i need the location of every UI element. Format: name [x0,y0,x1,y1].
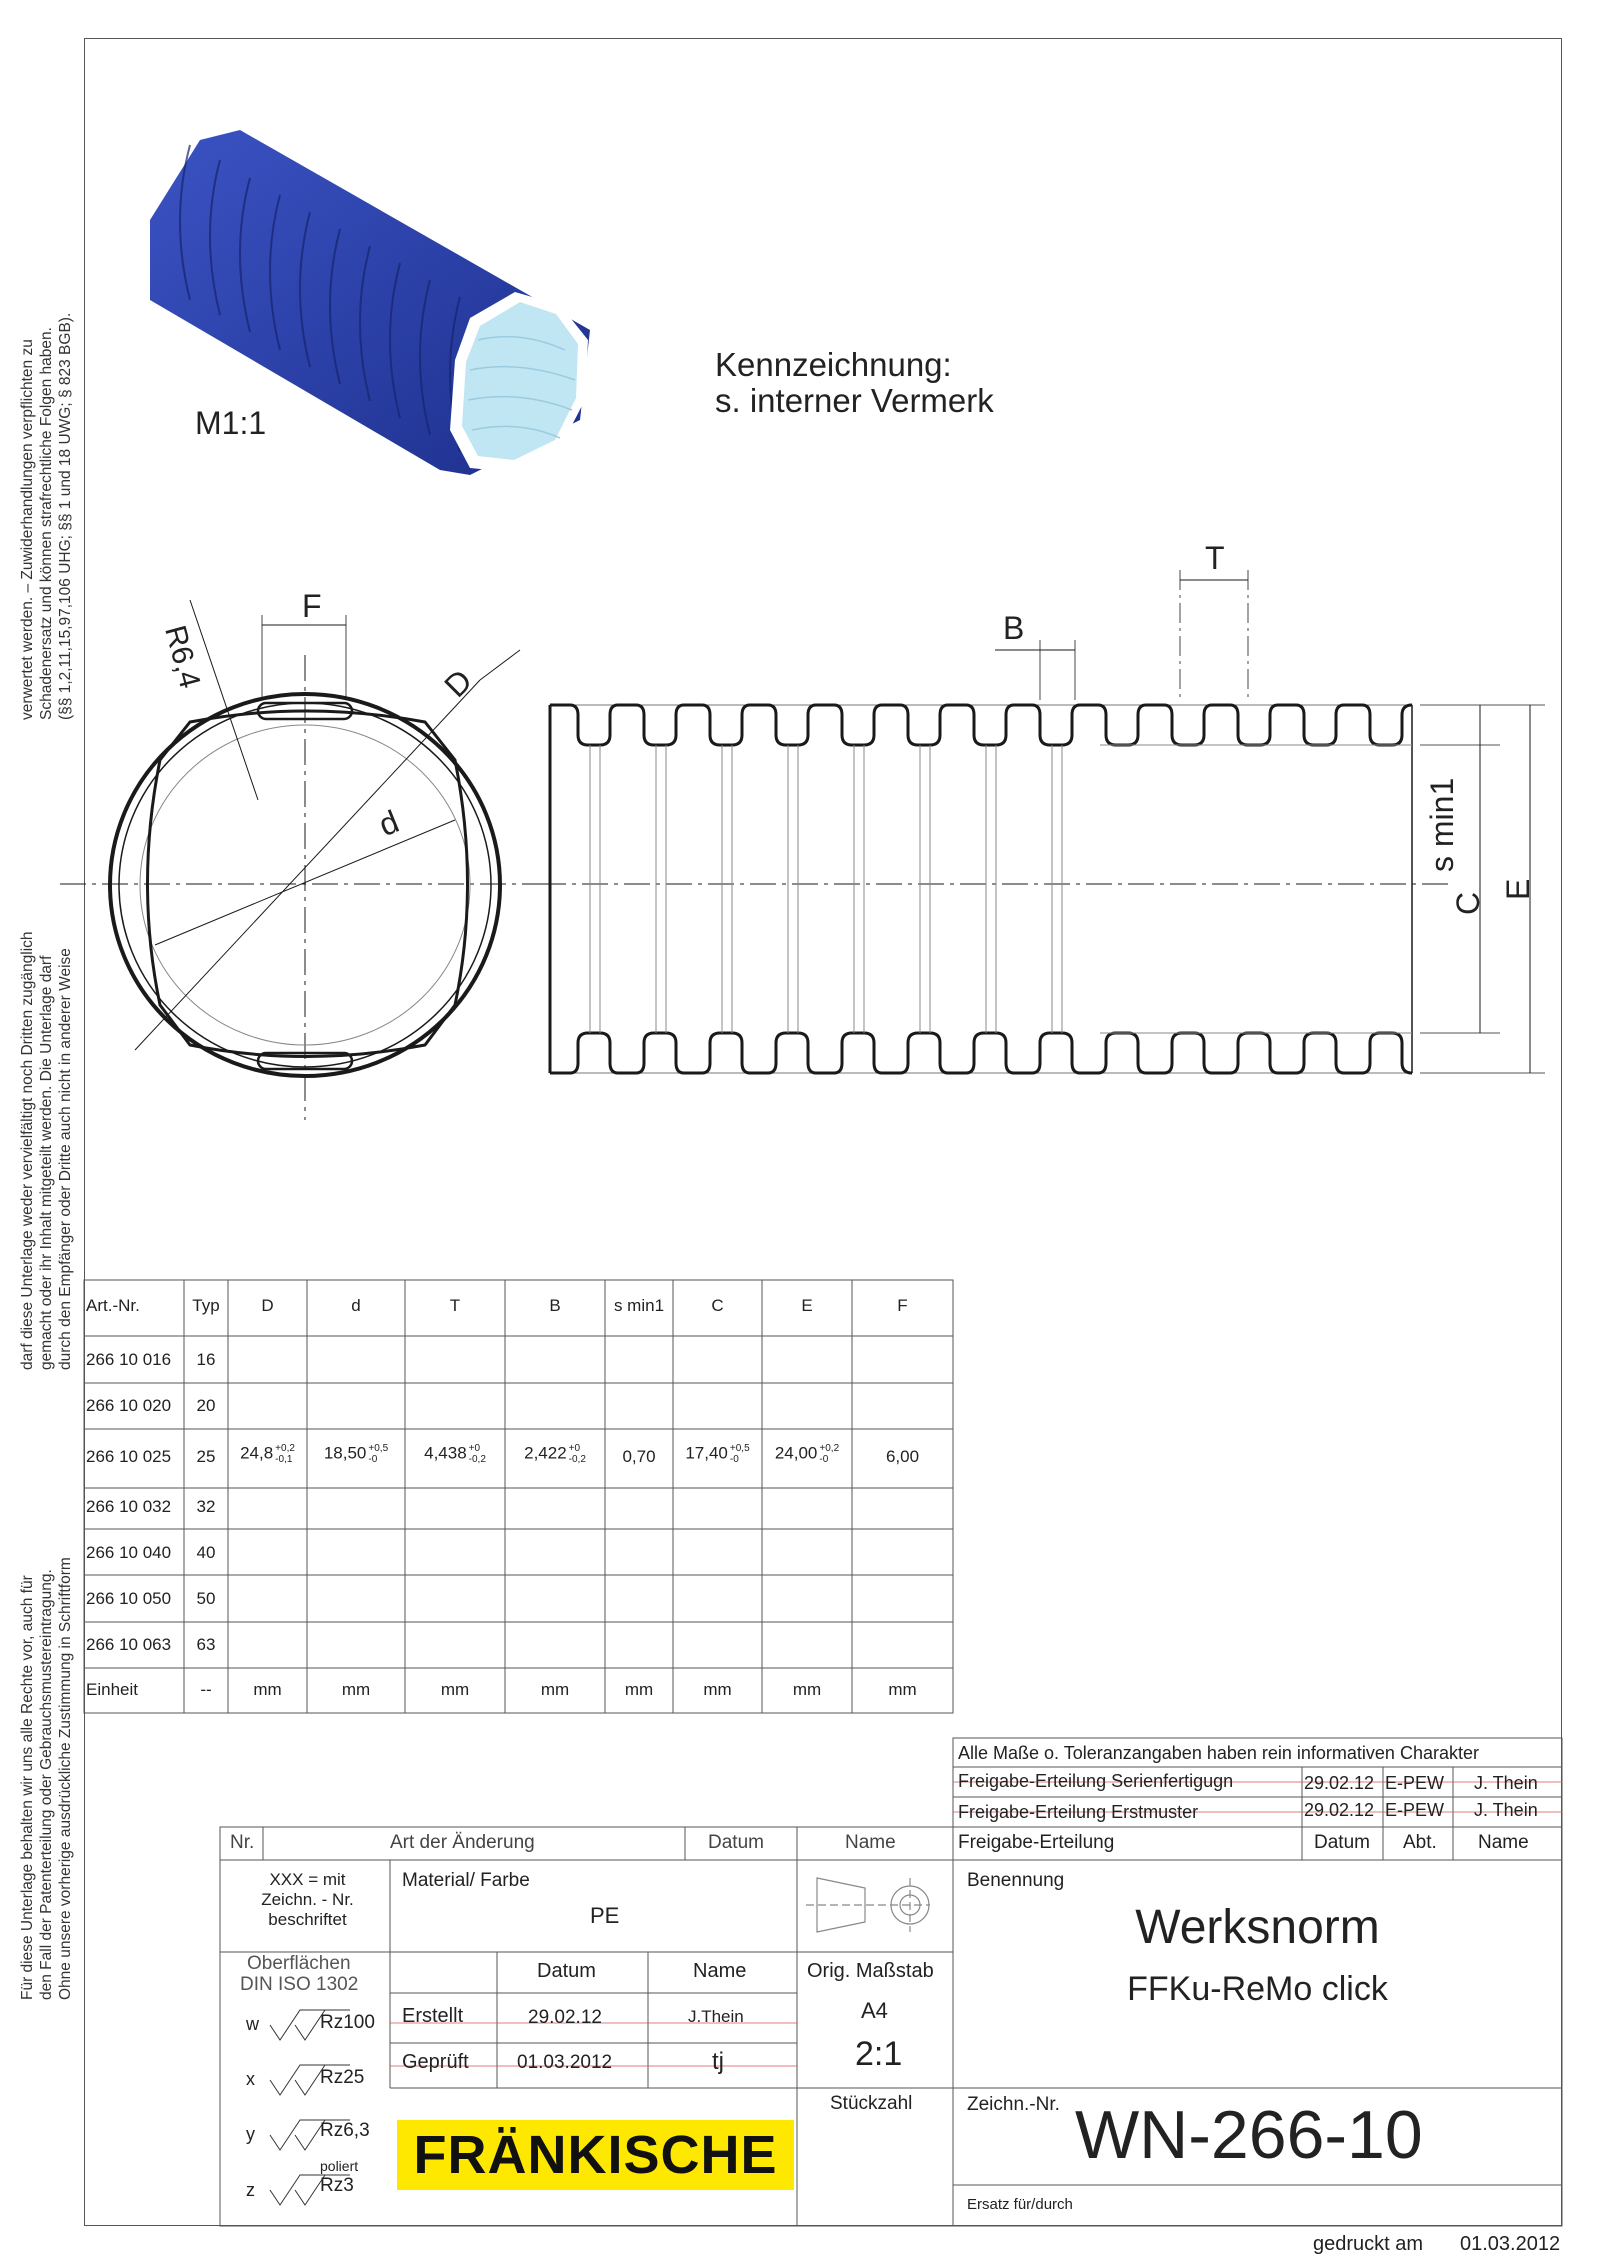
surface-sym-x: x [246,2069,255,2089]
dim-B-label: B [1003,610,1025,646]
date-header: Datum [537,1960,596,1982]
release-series-label: Freigabe-Erteilung Serienfertigugn [958,1771,1234,1791]
doc-subtitle: FFKu-ReMo click [1127,1970,1388,2008]
created-label: Erstellt [402,2005,464,2027]
release-header-dept: Abt. [1403,1832,1437,1853]
th-d: d [351,1296,361,1315]
marking-line1: Kennzeichnung: [715,346,952,383]
xxx-note [230,1870,385,1930]
row-art: 266 10 032 [86,1497,172,1516]
dim-T-label: T [1205,540,1225,576]
change-art-header: Art der Änderung [390,1832,535,1853]
change-name-header: Name [845,1832,896,1853]
tol-lower: -0 [729,1454,739,1465]
material-value: PE [590,1903,620,1928]
unit-cell: mm [888,1680,917,1699]
th-C: C [711,1296,724,1315]
xxx-line: Zeichn. - Nr. [261,1890,354,1909]
dim-E-label: E [1500,878,1536,900]
legal-line: Für diese Unterlage behalten wir uns alle Rechte vor, auch für [19,1575,36,2000]
release-sample-dept: E-PEW [1385,1800,1445,1820]
unit-cell: mm [792,1680,822,1699]
benennung-label: Benennung [967,1870,1065,1891]
material-label: Material/ Farbe [402,1870,530,1891]
legal-line: verwertet werden. – Zuwiderhandlungen verpflichten zu [19,339,36,720]
surface-val-z: Rz3 [320,2175,354,2196]
release-series-name: J. Thein [1474,1773,1538,1793]
th-D: D [261,1296,274,1315]
printed-label: gedruckt am [1313,2233,1424,2255]
tol-upper: +0,2 [819,1443,840,1454]
projection-symbol [806,1878,930,1932]
longitudinal-view [540,570,1545,1073]
checked-label: Geprüft [402,2051,469,2073]
tol-lower: -0,2 [568,1454,586,1465]
dim-D-label: D [437,662,480,705]
change-nr-header: Nr. [230,1832,255,1853]
value: 18,50 [323,1443,367,1463]
scale-label: M1:1 [195,405,267,441]
th-typ: Typ [192,1296,220,1315]
created-name: J.Thein [688,2007,744,2026]
value: 4,438 [424,1443,467,1463]
unit-cell: mm [703,1680,732,1699]
row-art: 266 10 025 [86,1447,172,1466]
tol-upper: +0,5 [368,1443,389,1454]
row-typ: 32 [196,1497,216,1516]
checked-date: 01.03.2012 [517,2052,613,2073]
created-date: 29.02.12 [528,2007,602,2028]
row-art: 266 10 016 [86,1350,172,1369]
row-art: 266 10 020 [86,1396,172,1415]
row-typ: 63 [196,1635,216,1654]
row-art: 266 10 040 [86,1543,172,1562]
th-F: F [897,1296,908,1315]
tol-upper: +0,2 [275,1443,295,1454]
legal-line: gemacht oder ihr Inhalt mitgeteilt werden. Die Unterlage darf [38,955,55,1370]
row-art: 266 10 050 [86,1589,172,1608]
row-typ: 40 [196,1543,216,1562]
surface-extra-z: poliert [320,2158,359,2174]
cell-F: 6,00 [885,1447,920,1466]
surface-sym-z: z [246,2180,255,2200]
tol-upper: +0,5 [729,1443,750,1454]
th-E: E [801,1296,813,1315]
surface-val-y: Rz6,3 [320,2120,370,2141]
th-T: T [449,1296,461,1315]
surface-label: Oberflächen [247,1953,351,1974]
tol-lower: -0,1 [275,1454,293,1465]
th-B: B [549,1296,561,1315]
th-s: s min1 [613,1296,665,1315]
row-typ: 25 [196,1447,216,1466]
tol-lower: -0 [819,1454,829,1465]
tolerance-note: Alle Maße o. Toleranzangaben haben rein informativen Charakter [958,1743,1479,1763]
unit-cell: mm [540,1680,570,1699]
surface-sym-w: w [246,2014,259,2034]
legal-line: Schadenersatz und können strafrechtliche Folgen haben. [38,327,55,720]
unit-cell: mm [253,1680,282,1699]
name-header: Name [693,1960,747,1982]
release-sample-label: Freigabe-Erteilung Erstmuster [958,1802,1199,1822]
xxx-line: XXX = mit [269,1870,346,1889]
value: 24,00 [774,1443,818,1463]
cell-C [673,1443,762,1465]
cell-s: 0,70 [622,1447,656,1466]
replacement-label: Ersatz für/durch [967,2196,1073,2213]
cell-E [762,1443,852,1465]
release-series-date: 29.02.12 [1304,1773,1375,1793]
change-date-header: Datum [708,1832,764,1853]
release-series-dept: E-PEW [1385,1773,1445,1793]
dim-s-label: s min1 [1424,777,1460,872]
drawing-no-label: Zeichn.-Nr. [967,2094,1060,2115]
checked-name: tj [712,2048,724,2075]
printed-date: 01.03.2012 [1460,2233,1561,2255]
legal-line: (§§ 1,2,11,15,97,106 UHG; §§ 1 und 18 UWG; § 823 BGB). [57,312,74,720]
legal-line: darf diese Unterlage weder vervielfältigt noch Dritten zugänglich [19,931,36,1370]
value: 2,422 [524,1443,567,1463]
dim-C-label: C [1450,891,1486,915]
unit-cell: mm [440,1680,470,1699]
cell-d [307,1443,405,1465]
cell-T [405,1443,505,1465]
row-art: 266 10 063 [86,1635,172,1654]
dim-F-label: F [302,588,322,624]
unit-cell: -- [200,1680,212,1699]
marking-line2: s. interner Vermerk [715,382,994,419]
release-header-name: Name [1478,1832,1529,1853]
tol-upper: +0 [568,1443,581,1454]
value: 24,8 [240,1443,274,1463]
release-header-date: Datum [1314,1832,1370,1853]
cell-D [228,1443,307,1465]
surface-val-w: Rz100 [320,2012,375,2033]
row-typ: 20 [196,1396,216,1415]
surface-standard: DIN ISO 1302 [240,1974,359,1995]
legal-line: Ohne unsere vorherige ausdrückliche Zustimmung in Schriftform [57,1557,74,2000]
tol-upper: +0 [468,1443,481,1454]
surface-sym-y: y [246,2124,255,2144]
legal-line: durch den Empfänger oder Dritte auch nicht in anderer Weise [57,948,74,1370]
scale-value: 2:1 [855,2035,903,2073]
doc-title: Werksnorm [1135,1901,1380,1954]
xxx-line: beschriftet [268,1910,347,1929]
tol-lower: -0 [368,1454,378,1465]
th-art: Art.-Nr. [86,1296,140,1315]
unit-label: Einheit [86,1680,138,1699]
surface-val-x: Rz25 [320,2067,365,2088]
release-sample-date: 29.02.12 [1304,1800,1375,1820]
release-header-label: Freigabe-Erteilung [958,1832,1115,1853]
orig-scale-label: Orig. Maßstab [807,1960,934,1982]
qty-label: Stückzahl [830,2093,913,2114]
unit-cell: mm [624,1680,654,1699]
row-typ: 50 [196,1589,216,1608]
legal-line: den Fall der Patenterteilung oder Gebrauchsmustereintragung. [38,1569,55,2000]
company-logo: FRÄNKISCHE [397,2120,794,2190]
tol-lower: -0,2 [468,1454,486,1465]
release-sample-name: J. Thein [1474,1800,1538,1820]
value: 17,40 [685,1443,728,1463]
paper-size: A4 [861,1998,888,2023]
row-typ: 16 [196,1350,216,1369]
cell-B [505,1443,605,1465]
dim-d-label: d [373,803,404,844]
dim-R-label: R6,4 [158,622,207,692]
drawing-no: WN-266-10 [1075,2097,1423,2173]
unit-cell: mm [341,1680,371,1699]
